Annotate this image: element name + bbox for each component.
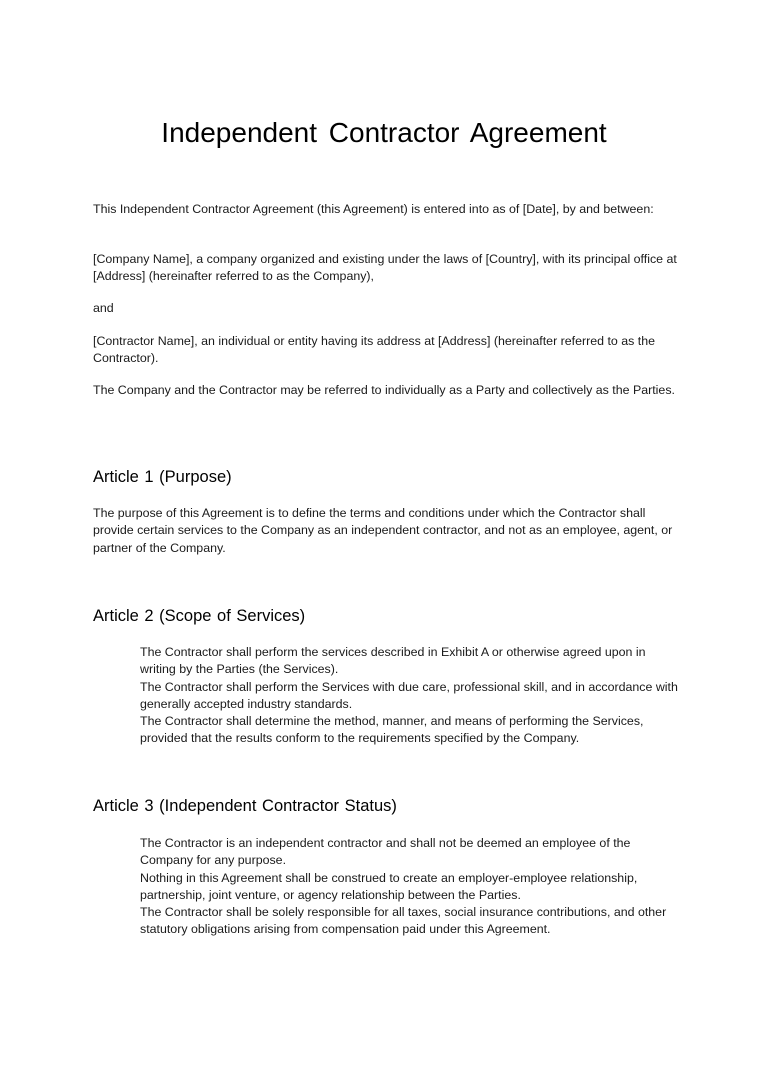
- article-3-list: [140, 835, 680, 939]
- list-item: The Contractor shall be solely responsible for all taxes, social insurance contributions, and other statutory obligations arising from compensation paid under this Agreement.: [140, 905, 667, 937]
- preamble-intro: This Independent Contractor Agreement (this Agreement) is entered into as of [Date], by and between:: [93, 202, 654, 216]
- article-2-list: [140, 644, 680, 748]
- list-item: The Contractor is an independent contractor and shall not be deemed an employee of the Company for any purpose.: [140, 836, 631, 868]
- article-1-text: The purpose of this Agreement is to define the terms and conditions under which the Contractor shall provide certain services to the Company as an independent contractor, and not as an employee, agent, or partner of the Company.: [93, 506, 673, 555]
- article-2-heading: Article 2 (Scope of Services): [93, 607, 306, 625]
- article-1-heading: Article 1 (Purpose): [93, 468, 232, 486]
- preamble-parties: The Company and the Contractor may be referred to individually as a Party and collectively as the Parties.: [93, 383, 675, 397]
- preamble-contractor: [Contractor Name], an individual or entity having its address at [Address] (hereinafter referred to as the Contractor).: [93, 334, 655, 366]
- list-item: Nothing in this Agreement shall be construed to create an employer-employee relationship, partnership, joint venture, or agency relationship between the Parties.: [140, 870, 638, 902]
- document-title: Independent Contractor Agreement: [161, 117, 607, 148]
- article-3-heading: Article 3 (Independent Contractor Status): [93, 797, 397, 815]
- list-item: The Contractor shall perform the services described in Exhibit A or otherwise agreed upon in writing by the Parties (the Services).: [140, 645, 646, 677]
- preamble-and: and: [93, 301, 114, 315]
- list-item: The Contractor shall perform the Services with due care, professional skill, and in accordance with generally accepted industry standards.: [140, 679, 678, 711]
- list-item: The Contractor shall determine the method, manner, and means of performing the Services, provided that the results conform to the requirements specified by the Company.: [140, 714, 644, 746]
- preamble-company: [Company Name], a company organized and existing under the laws of [Country], with its principal office at [Address] (hereinafter referred to as the Company),: [93, 252, 677, 284]
